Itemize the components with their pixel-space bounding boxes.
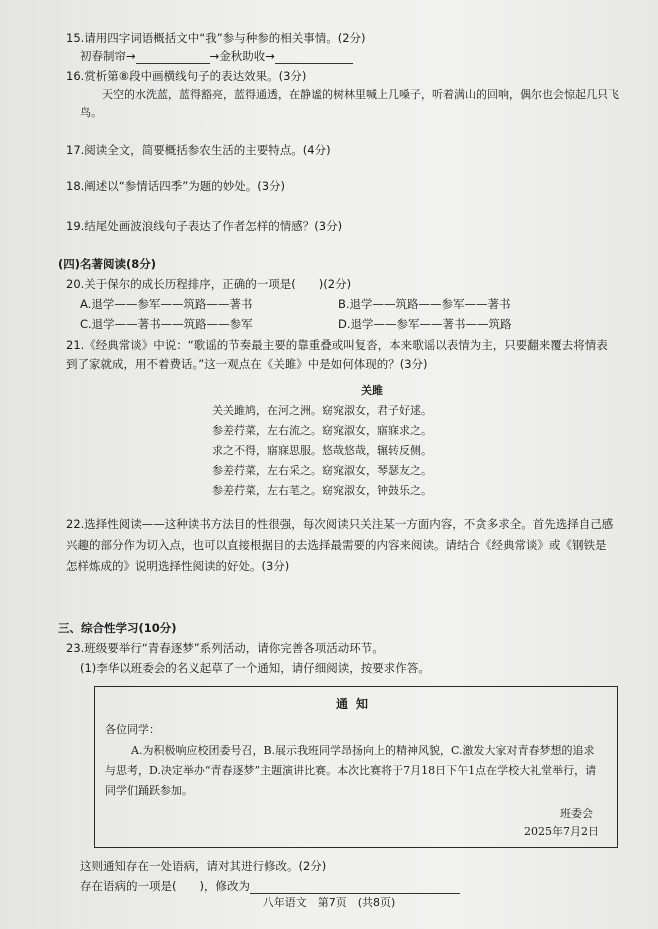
notice-signer: 班委会 — [560, 807, 593, 820]
answer-blank-15b[interactable] — [275, 63, 353, 64]
question-15-chain — [80, 48, 353, 64]
question-18: 18.阐述以“参情话四季”为题的妙处。(3分) — [66, 179, 285, 193]
question-21: 21.《经典常谈》中说：“歌谣的节奏最主要的靠重叠或叫复沓，本来歌谣以表情为主，只要翻来覆去将情表到了家就成，用不着费话。”这一观点在《关雎》中是如何体现的？(3分) — [66, 338, 608, 371]
question-16-quote: 天空的水洗蓝，蓝得豁亮，蓝得通透，在静谧的树林里喊上几嗓子，听着满山的回响，偶尔也会惊起几只飞鸟。 — [80, 88, 619, 119]
chain-step-1: 初春制帘 — [80, 49, 126, 63]
question-19: 19.结尾处画波浪线句子表达了作者怎样的情感？(3分) — [66, 219, 343, 233]
poem-line-4: 参差荇菜，左右采之。窈窕淑女，琴瑟友之。 — [212, 464, 432, 477]
section-4-title: (四)名著阅读(8分) — [58, 257, 157, 271]
poem-line-2: 参差荇菜，左右流之。窈窕淑女，寤寐求之。 — [212, 424, 432, 437]
option-d[interactable]: D.退学——参军——著书——筑路 — [338, 317, 512, 331]
chain-step-3: →金秋助收 — [209, 49, 266, 63]
notice-title: 通知 — [335, 697, 376, 711]
question-23-task2 — [80, 878, 460, 894]
answer-blank-15a[interactable] — [136, 63, 210, 64]
poem-line-1: 关关雎鸠，在河之洲。窈窕淑女，君子好逑。 — [212, 404, 432, 417]
notice-box — [94, 686, 618, 848]
question-16: 16.赏析第⑧段中画横线句子的表达效果。(3分) — [66, 69, 307, 83]
notice-greeting: 各位同学： — [105, 723, 160, 736]
option-c[interactable]: C.退学——著书——筑路——参军 — [80, 317, 253, 331]
chain-arrow-3: → — [265, 49, 275, 63]
chain-arrow-1: → — [126, 49, 136, 63]
notice-date: 2025年7月2日 — [524, 825, 599, 838]
section-3-title: 三、综合性学习(10分) — [58, 621, 177, 635]
question-20: 20.关于保尔的成长历程排序，正确的一项是( )(2分) — [66, 277, 352, 291]
question-17: 17.阅读全文，简要概括参农生活的主要特点。(4分) — [66, 143, 331, 157]
question-23: 23.班级要举行“青春逐梦”系列活动，请你完善各项活动环节。 — [66, 641, 384, 655]
page-footer: 八年语文 第7页 (共8页) — [262, 896, 396, 909]
notice-body: A.为积极响应校团委号召，B.展示我班同学昂扬向上的精神风貌，C.激发大家对青春梦想的追求与思考，D.决定举办“青春逐梦”主题演讲比赛。本次比赛将于7月18日下午1点在学校大礼堂举行，请同学们踊跃参加。 — [105, 744, 597, 797]
option-b[interactable]: B.退学——筑路——参军——著书 — [338, 297, 511, 311]
question-15: 15.请用四字词语概括文中“我”参与种参的相关事情。(2分) — [66, 31, 366, 45]
poem-title: 关雎 — [361, 384, 383, 397]
option-a[interactable]: A.退学——参军——筑路——著书 — [80, 297, 253, 311]
poem-line-5: 参差荇菜，左右芼之。窈窕淑女，钟鼓乐之。 — [212, 484, 432, 497]
task2-label: 存在语病的一项是( )，修改为 — [80, 879, 250, 893]
poem-line-3: 求之不得，寤寐思服。悠哉悠哉，辗转反侧。 — [212, 444, 432, 457]
question-22: 22.选择性阅读——这种读书方法目的性很强，每次阅读只关注某一方面内容，不贪多求全。首先选择自己感兴趣的部分作为切入点，也可以直接根据目的去选择最需要的内容来阅读。请结合《经典常谈》或《钢铁是怎样炼成的》说明选择性阅读的好处。(3分) — [66, 517, 614, 573]
question-23-task1: 这则通知存在一处语病，请对其进行修改。(2分) — [80, 859, 327, 873]
question-23-sub1: (1)李华以班委会的名义起草了一个通知，请仔细阅读，按要求作答。 — [80, 661, 430, 675]
